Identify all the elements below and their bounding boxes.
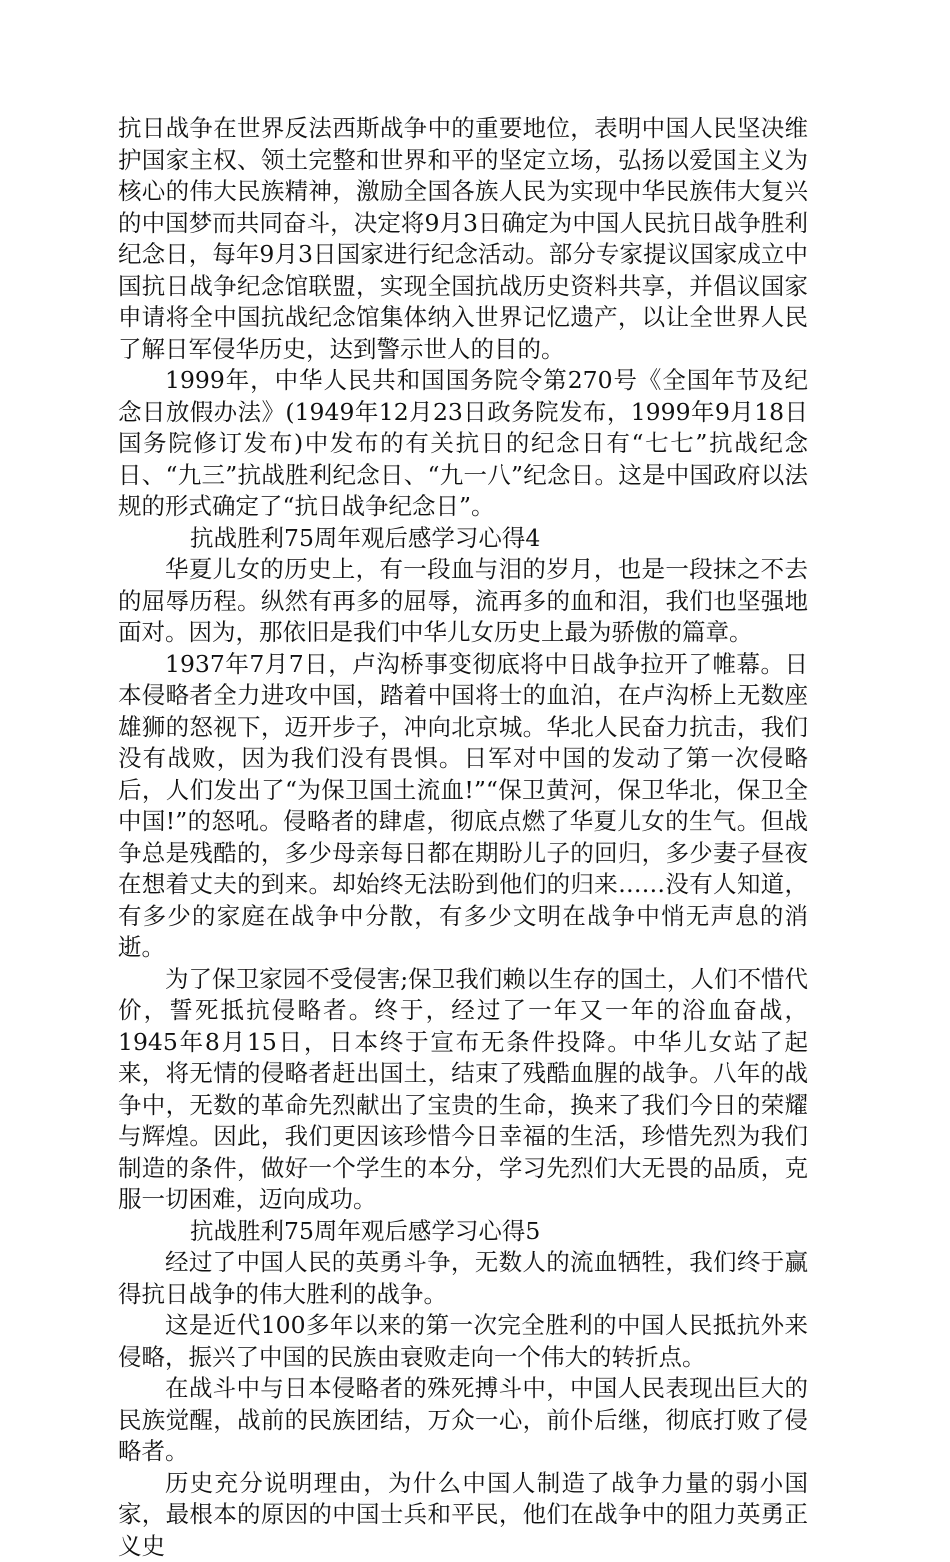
paragraph-history-explains: 历史充分说明理由，为什么中国人制造了战争力量的弱小国家，最根本的原因的中国士兵和平民，他们在战争中的阻力英勇正义史 [118, 1468, 808, 1562]
document-page [118, 113, 808, 1562]
paragraph-history-of-blood-and-tears: 华夏儿女的历史上，有一段血与泪的岁月，也是一段抹之不去的屈辱历程。纵然有再多的屈辱，流再多的血和泪，我们也坚强地面对。因为，那依旧是我们中华儿女历史上最为骄傲的篇章。 [118, 554, 808, 649]
paragraph-anniversary-significance: 抗日战争在世界反法西斯战争中的重要地位，表明中国人民坚决维护国家主权、领土完整和世界和平的坚定立场，弘扬以爱国主义为核心的伟大民族精神，激励全国各族人民为实现中华民族伟大复兴的中国梦而共同奋斗，决定将9月3日确定为中国人民抗日战争胜利纪念日，每年9月3日国家进行纪念活动。部分专家提议国家成立中国抗日战争纪念馆联盟，实现全国抗战历史资料共享，并倡议国家申请将全中国抗战纪念馆集体纳入世界记忆遗产，以让全世界人民了解日军侵华历史，达到警示世人的目的。 [118, 113, 808, 365]
paragraph-marco-polo-bridge: 1937年7月7日，卢沟桥事变彻底将中日战争拉开了帷幕。日本侵略者全力进攻中国，踏着中国将士的血泊，在卢沟桥上无数座雄狮的怒视下，迈开步子，冲向北京城。华北人民奋力抗击，我们没有战败，因为我们没有畏惧。日军对中国的发动了第一次侵略后，人们发出了“为保卫国土流血!”“保卫黄河，保卫华北，保卫全中国!”的怒吼。侵略者的肆虐，彻底点燃了华夏儿女的生气。但战争总是残酷的，多少母亲每日都在期盼儿子的回归，多少妻子昼夜在想着丈夫的到来。却始终无法盼到他们的归来……没有人知道，有多少的家庭在战争中分散，有多少文明在战争中悄无声息的消逝。 [118, 649, 808, 964]
section-heading-4: 抗战胜利75周年观后感学习心得4 [118, 523, 808, 555]
paragraph-great-victory: 经过了中国人民的英勇斗争，无数人的流血牺牲，我们终于赢得抗日战争的伟大胜利的战争。 [118, 1247, 808, 1310]
paragraph-first-complete-victory: 这是近代100多年以来的第一次完全胜利的中国人民抵抗外来侵略，振兴了中国的民族由衰败走向一个伟大的转折点。 [118, 1310, 808, 1373]
section-heading-5: 抗战胜利75周年观后感学习心得5 [118, 1216, 808, 1248]
paragraph-holiday-regulation: 1999年，中华人民共和国国务院令第270号《全国年节及纪念日放假办法》(1949年12月23日政务院发布，1999年9月18日国务院修订发布)中发布的有关抗日的纪念日有“七七”抗战纪念日、“九三”抗战胜利纪念日、“九一八”纪念日。这是中国政府以法规的形式确定了“抗日战争纪念日”。 [118, 365, 808, 523]
paragraph-national-awakening: 在战斗中与日本侵略者的殊死搏斗中，中国人民表现出巨大的民族觉醒，战前的民族团结，万众一心，前仆后继，彻底打败了侵略者。 [118, 1373, 808, 1468]
paragraph-victory-1945: 为了保卫家园不受侵害;保卫我们赖以生存的国土，人们不惜代价，誓死抵抗侵略者。终于，经过了一年又一年的浴血奋战，1945年8月15日，日本终于宣布无条件投降。中华儿女站了起来，将无情的侵略者赶出国土，结束了残酷血腥的战争。八年的战争中，无数的革命先烈献出了宝贵的生命，换来了我们今日的荣耀与辉煌。因此，我们更因该珍惜今日幸福的生活，珍惜先烈为我们制造的条件，做好一个学生的本分，学习先烈们大无畏的品质，克服一切困难，迈向成功。 [118, 964, 808, 1216]
